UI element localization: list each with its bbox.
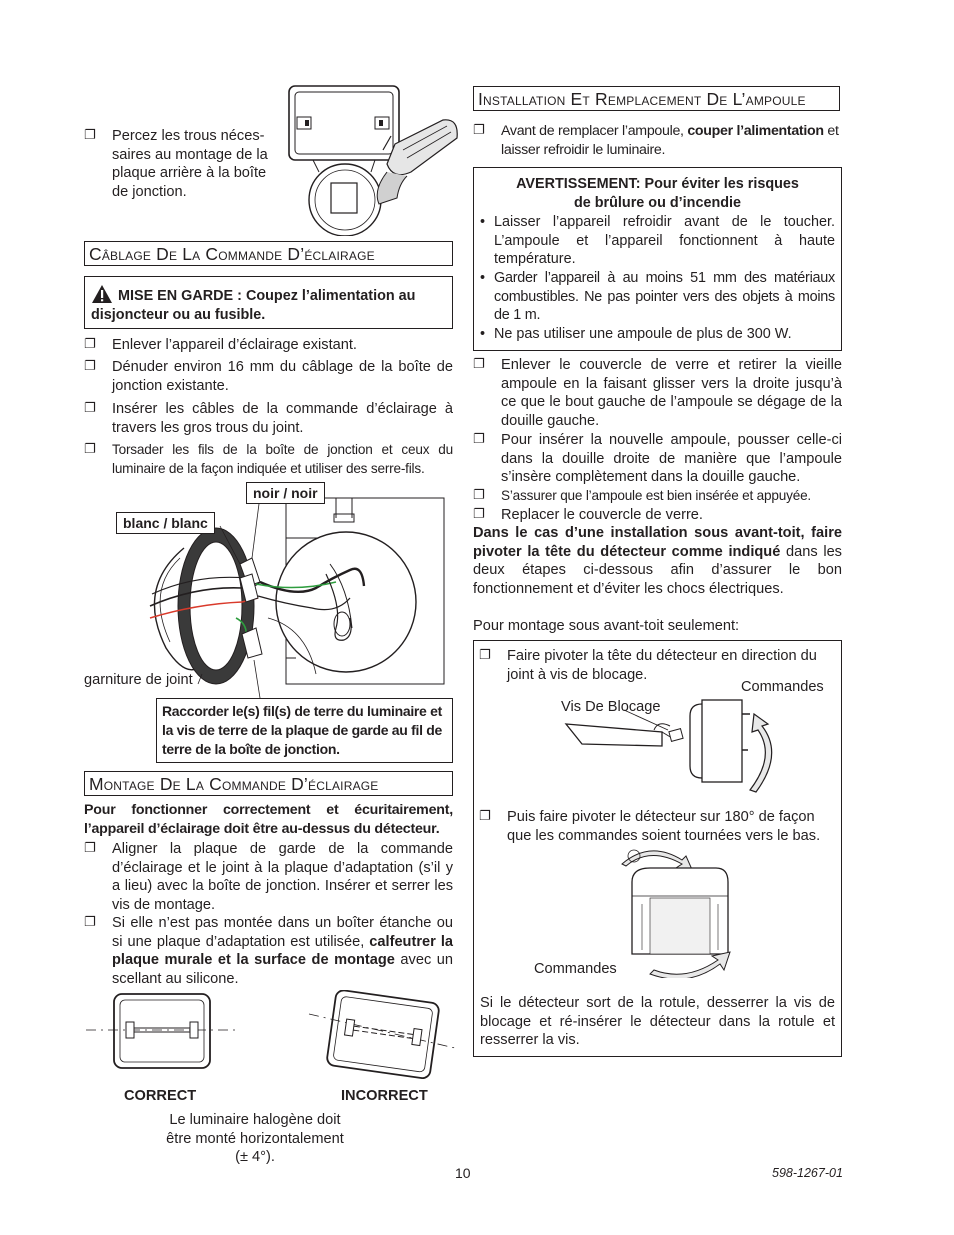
checkbox-bullet-icon: ❐ bbox=[473, 488, 485, 503]
pre-item: ❐ Avant de remplacer l’ampoule, couper l’alimentation et laisser refroidir le luminaire. bbox=[473, 123, 839, 158]
document-code: 598-1267-01 bbox=[772, 1166, 843, 1180]
wiring-item: ❐ Dénuder environ 16 mm du câblage de la boîte de jonction existante. bbox=[84, 359, 453, 394]
bullet-dot-icon: • bbox=[480, 214, 486, 231]
warning-box bbox=[473, 167, 842, 351]
warning-item: • Garder l’appareil à au moins 51 mm des matériaux combustibles. Ne pas pointer vers des objets à moins de 1 m. bbox=[480, 269, 835, 324]
rotation-item: ❐ Faire pivoter la tête du détecteur en direction du joint à vis de blocage. bbox=[479, 648, 817, 683]
caution-box: MISE EN GARDE : Coupez l’alimentation au disjoncteur ou au fusible. bbox=[84, 276, 453, 329]
checkbox-bullet-icon: ❐ bbox=[84, 401, 96, 416]
warning-item: • Ne pas utiliser une ampoule de plus de 300 W. bbox=[480, 325, 792, 342]
checkbox-bullet-icon: ❐ bbox=[479, 809, 491, 824]
mount-intro: Pour fonctionner correctement et écuritairement, l’appareil d’éclairage doit être au-dessus du détecteur. bbox=[84, 802, 453, 837]
checkbox-bullet-icon: ❐ bbox=[473, 123, 485, 138]
rotation-item: ❐ Puis faire pivoter le détecteur sur 180° de façon que les commandes soient tournées vers le bas. bbox=[479, 809, 821, 844]
checkbox-bullet-icon: ❐ bbox=[84, 128, 96, 143]
lamp-item: ❐ Replacer le couvercle de verre. bbox=[473, 507, 703, 523]
lamp-item: ❐ Enlever le couvercle de verre et retirer la vieille ampoule en la faisant glisser vers la droite jusqu’à ce que le bout gauche de l’ampoule se dégage de la douille gauche. bbox=[473, 357, 842, 429]
lamp-heading: Installation Et Remplacement De L’ampoule bbox=[473, 86, 840, 111]
halogen-note: Le luminaire halogène doit être monté horizontalement (± 4°). bbox=[166, 1112, 344, 1166]
ground-note-box: Raccorder le(s) fil(s) de terre du luminaire et la vis de terre de la plaque de garde au fil de terre de la boîte de jonction. bbox=[156, 698, 453, 763]
page-number: 10 bbox=[455, 1165, 471, 1181]
lamp-item: ❐ Pour insérer la nouvelle ampoule, pousser celle-ci dans la douille droite de manière que l’ampoule s’insère complètement dans la douille gauche. bbox=[473, 432, 842, 486]
wiring-item: ❐ Enlever l’appareil d’éclairage existant. bbox=[84, 337, 357, 353]
lamp-item: ❐ S’assurer que l’ampoule est bien insérée et appuyée. bbox=[473, 487, 842, 506]
checkbox-bullet-icon: ❐ bbox=[473, 357, 485, 372]
checkbox-bullet-icon: ❐ bbox=[84, 442, 96, 457]
lock-screw-label: Vis De Blocage bbox=[561, 699, 661, 715]
rotation-box-note: Si le détecteur sort de la rotule, desserrer la vis de blocage et ré-insérer le détecteur dans la rotule et resserrer la vis. bbox=[480, 995, 835, 1049]
detector-flip-illustration bbox=[620, 846, 738, 978]
incorrect-fixture-illustration bbox=[305, 990, 457, 1082]
bullet-dot-icon: • bbox=[480, 325, 486, 342]
warning-triangle-icon bbox=[91, 284, 113, 304]
correct-fixture-illustration bbox=[86, 990, 238, 1072]
checkbox-bullet-icon: ❐ bbox=[84, 359, 96, 374]
white-wire-label: blanc / blanc bbox=[116, 512, 215, 534]
wiring-heading: Câblage De La Commande D’éclairage bbox=[84, 241, 453, 266]
controls-label-bottom: Commandes bbox=[534, 961, 617, 977]
gasket-label: garniture de joint bbox=[84, 672, 193, 688]
mount-item: ❐ Si elle n’est pas montée dans un boîter étanche ou si une plaque d’adaptation est utilisée, calfeutrer la plaque murale et la surface de montage avec un scellant au silicone. bbox=[84, 915, 454, 987]
eave-paragraph: Dans le cas d’une installation sous avant-toit, faire pivoter la tête du détecteur comme indiqué dans les deux étapes ci-dessous afin d’assurer le bon fonctionnement et d’éviter les chocs électriques. bbox=[473, 525, 842, 597]
correct-label: CORRECT bbox=[124, 1088, 197, 1104]
wiring-item: ❐ Insérer les câbles de la commande d’éclairage à travers les gros trous du joint. bbox=[84, 401, 453, 436]
mount-item: ❐ Aligner la plaque de garde de la commande d’éclairage et le joint à la plaque d’adaptation (s’il y a lieu) avec la boîte de jonction. Insérer et serrer les vis de montage. bbox=[84, 841, 453, 913]
checkbox-bullet-icon: ❐ bbox=[479, 648, 491, 663]
checkbox-bullet-icon: ❐ bbox=[84, 915, 96, 930]
detector-rotate-illustration bbox=[562, 694, 792, 804]
drill-illustration bbox=[283, 80, 468, 236]
checkbox-bullet-icon: ❐ bbox=[84, 337, 96, 352]
checkbox-bullet-icon: ❐ bbox=[84, 841, 96, 856]
warning-item: • Laisser l’appareil refroidir avant de le toucher. L’ampoule et l’appareil fonctionnent à haute température. bbox=[480, 214, 835, 268]
checkbox-bullet-icon: ❐ bbox=[473, 432, 485, 447]
drill-item: ❐ Percez les trous néces-saires au montage de la plaque arrière à la boîte de jonction. bbox=[84, 128, 268, 200]
warning-title: AVERTISSEMENT: Pour éviter les risques de brûlure ou d’incendie bbox=[516, 176, 799, 211]
incorrect-label: INCORRECT bbox=[341, 1088, 428, 1104]
eave-only-note: Pour montage sous avant-toit seulement: bbox=[473, 618, 740, 634]
bullet-dot-icon: • bbox=[480, 269, 485, 286]
controls-label-top: Commandes bbox=[741, 679, 824, 695]
black-wire-label: noir / noir bbox=[246, 482, 325, 504]
mount-heading: Montage De La Commande D’éclairage bbox=[84, 771, 453, 796]
wiring-item: ❐ Torsader les fils de la boîte de jonction et ceux du luminaire de la façon indiquée et utiliser des serre-fils. bbox=[84, 442, 453, 476]
checkbox-bullet-icon: ❐ bbox=[473, 507, 485, 522]
